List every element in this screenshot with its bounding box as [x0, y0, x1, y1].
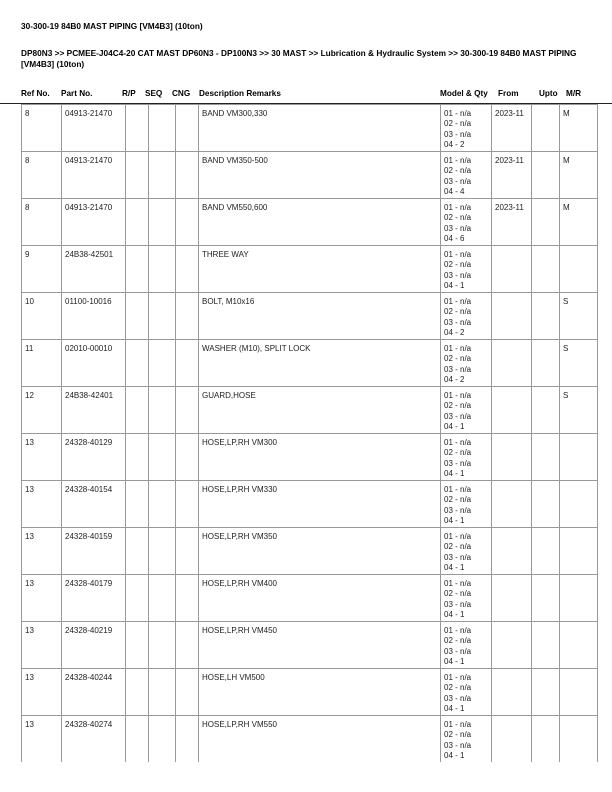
cell-rp [126, 387, 149, 434]
cell-part: 24328-40179 [62, 575, 126, 622]
table-row [22, 105, 598, 152]
cell-upto [532, 105, 560, 152]
table-row [22, 622, 598, 669]
cell-mr: S [560, 293, 598, 340]
col-model: Model & Qty [440, 89, 488, 98]
cell-cng [176, 199, 199, 246]
col-part: Part No. [61, 89, 93, 98]
cell-part: 04913-21470 [62, 152, 126, 199]
cell-ref: 10 [22, 293, 62, 340]
table-row [22, 152, 598, 199]
cell-ref: 8 [22, 105, 62, 152]
cell-seq [149, 199, 176, 246]
cell-rp [126, 246, 149, 293]
cell-ref: 13 [22, 622, 62, 669]
cell-mr [560, 481, 598, 528]
cell-cng [176, 387, 199, 434]
cell-mr: M [560, 152, 598, 199]
cell-mr [560, 622, 598, 669]
cell-part: 24B38-42501 [62, 246, 126, 293]
cell-part: 24328-40244 [62, 669, 126, 716]
cell-upto [532, 293, 560, 340]
cell-rp [126, 716, 149, 763]
cell-model: 01 - n/a 02 - n/a 03 - n/a 04 - 4 [441, 152, 492, 199]
cell-cng [176, 622, 199, 669]
cell-model: 01 - n/a 02 - n/a 03 - n/a 04 - 2 [441, 340, 492, 387]
cell-ref: 8 [22, 152, 62, 199]
cell-from [492, 293, 532, 340]
cell-part: 24328-40159 [62, 528, 126, 575]
cell-upto [532, 716, 560, 763]
col-upto: Upto [539, 89, 558, 98]
cell-mr [560, 669, 598, 716]
col-seq: SEQ [145, 89, 163, 98]
cell-seq [149, 152, 176, 199]
cell-seq [149, 716, 176, 763]
cell-model: 01 - n/a 02 - n/a 03 - n/a 04 - 1 [441, 481, 492, 528]
cell-cng [176, 528, 199, 575]
cell-upto [532, 575, 560, 622]
cell-part: 02010-00010 [62, 340, 126, 387]
cell-seq [149, 575, 176, 622]
cell-from: 2023-11 [492, 199, 532, 246]
cell-rp [126, 340, 149, 387]
cell-part: 24328-40274 [62, 716, 126, 763]
cell-model: 01 - n/a 02 - n/a 03 - n/a 04 - 1 [441, 387, 492, 434]
table-row [22, 669, 598, 716]
cell-seq [149, 105, 176, 152]
cell-upto [532, 246, 560, 293]
cell-seq [149, 387, 176, 434]
cell-rp [126, 669, 149, 716]
cell-seq [149, 434, 176, 481]
cell-ref: 8 [22, 199, 62, 246]
cell-model: 01 - n/a 02 - n/a 03 - n/a 04 - 1 [441, 528, 492, 575]
cell-upto [532, 669, 560, 716]
table-row [22, 716, 598, 763]
cell-ref: 13 [22, 669, 62, 716]
col-cng: CNG [172, 89, 191, 98]
col-from: From [498, 89, 519, 98]
col-ref: Ref No. [21, 89, 50, 98]
cell-ref: 13 [22, 481, 62, 528]
cell-from [492, 481, 532, 528]
table-row [22, 199, 598, 246]
cell-model: 01 - n/a 02 - n/a 03 - n/a 04 - 2 [441, 105, 492, 152]
table-row [22, 575, 598, 622]
col-mr: M/R [566, 89, 582, 98]
cell-desc: GUARD,HOSE [199, 387, 441, 434]
cell-mr [560, 716, 598, 763]
page-title: 30-300-19 84B0 MAST PIPING [VM4B3] (10ton) [21, 21, 203, 31]
cell-rp [126, 105, 149, 152]
cell-cng [176, 481, 199, 528]
cell-mr: M [560, 199, 598, 246]
cell-part: 24328-40129 [62, 434, 126, 481]
cell-desc: BAND VM300,330 [199, 105, 441, 152]
cell-seq [149, 622, 176, 669]
cell-mr [560, 246, 598, 293]
cell-rp [126, 293, 149, 340]
cell-from [492, 575, 532, 622]
cell-desc: HOSE,LP,RH VM330 [199, 481, 441, 528]
cell-part: 01100-10016 [62, 293, 126, 340]
cell-mr [560, 434, 598, 481]
cell-part: 24B38-42401 [62, 387, 126, 434]
cell-upto [532, 434, 560, 481]
cell-from [492, 246, 532, 293]
cell-from [492, 669, 532, 716]
cell-seq [149, 528, 176, 575]
cell-mr: S [560, 387, 598, 434]
cell-seq [149, 293, 176, 340]
cell-desc: THREE WAY [199, 246, 441, 293]
cell-mr: M [560, 105, 598, 152]
cell-from: 2023-11 [492, 152, 532, 199]
cell-desc: BAND VM550,600 [199, 199, 441, 246]
cell-desc: HOSE,LH VM500 [199, 669, 441, 716]
cell-model: 01 - n/a 02 - n/a 03 - n/a 04 - 2 [441, 293, 492, 340]
cell-from [492, 340, 532, 387]
cell-upto [532, 340, 560, 387]
cell-cng [176, 434, 199, 481]
cell-ref: 11 [22, 340, 62, 387]
cell-cng [176, 293, 199, 340]
cell-rp [126, 575, 149, 622]
cell-mr [560, 575, 598, 622]
cell-cng [176, 246, 199, 293]
cell-cng [176, 716, 199, 763]
cell-seq [149, 669, 176, 716]
cell-mr [560, 528, 598, 575]
cell-cng [176, 340, 199, 387]
table-row [22, 481, 598, 528]
cell-seq [149, 481, 176, 528]
cell-model: 01 - n/a 02 - n/a 03 - n/a 04 - 6 [441, 199, 492, 246]
cell-from [492, 622, 532, 669]
cell-desc: HOSE,LP,RH VM400 [199, 575, 441, 622]
cell-model: 01 - n/a 02 - n/a 03 - n/a 04 - 1 [441, 669, 492, 716]
cell-part: 24328-40154 [62, 481, 126, 528]
cell-upto [532, 199, 560, 246]
cell-from [492, 528, 532, 575]
cell-upto [532, 622, 560, 669]
table-row [22, 246, 598, 293]
cell-ref: 13 [22, 716, 62, 763]
cell-rp [126, 434, 149, 481]
cell-cng [176, 105, 199, 152]
cell-model: 01 - n/a 02 - n/a 03 - n/a 04 - 1 [441, 622, 492, 669]
breadcrumb: DP80N3 >> PCMEE-J04C4-20 CAT MAST DP60N3 - DP100N3 >> 30 MAST >> Lubrication & Hydraulic System >> 30-300-19 84B0 MAST PIPING [VM4B3] (10ton) [21, 48, 577, 69]
cell-rp [126, 528, 149, 575]
cell-desc: BOLT, M10x16 [199, 293, 441, 340]
table-row [22, 434, 598, 481]
cell-upto [532, 152, 560, 199]
table-row [22, 293, 598, 340]
cell-desc: BAND VM350-500 [199, 152, 441, 199]
cell-from [492, 387, 532, 434]
cell-rp [126, 199, 149, 246]
cell-mr: S [560, 340, 598, 387]
cell-rp [126, 152, 149, 199]
cell-from: 2023-11 [492, 105, 532, 152]
cell-cng [176, 669, 199, 716]
parts-table [21, 104, 598, 762]
cell-ref: 13 [22, 575, 62, 622]
cell-from [492, 716, 532, 763]
col-desc: Description Remarks [199, 89, 281, 98]
cell-ref: 13 [22, 434, 62, 481]
cell-desc: HOSE,LP,RH VM550 [199, 716, 441, 763]
col-rp: R/P [122, 89, 136, 98]
cell-cng [176, 575, 199, 622]
cell-rp [126, 622, 149, 669]
cell-model: 01 - n/a 02 - n/a 03 - n/a 04 - 1 [441, 716, 492, 763]
cell-ref: 9 [22, 246, 62, 293]
table-row [22, 387, 598, 434]
cell-ref: 12 [22, 387, 62, 434]
cell-upto [532, 481, 560, 528]
cell-desc: HOSE,LP,RH VM300 [199, 434, 441, 481]
table-header [0, 87, 612, 104]
cell-model: 01 - n/a 02 - n/a 03 - n/a 04 - 1 [441, 575, 492, 622]
cell-model: 01 - n/a 02 - n/a 03 - n/a 04 - 1 [441, 434, 492, 481]
cell-from [492, 434, 532, 481]
cell-upto [532, 528, 560, 575]
cell-rp [126, 481, 149, 528]
table-row [22, 528, 598, 575]
cell-part: 04913-21470 [62, 199, 126, 246]
cell-upto [532, 387, 560, 434]
cell-cng [176, 152, 199, 199]
cell-part: 24328-40219 [62, 622, 126, 669]
cell-desc: WASHER (M10), SPLIT LOCK [199, 340, 441, 387]
cell-desc: HOSE,LP,RH VM350 [199, 528, 441, 575]
cell-part: 04913-21470 [62, 105, 126, 152]
cell-ref: 13 [22, 528, 62, 575]
table-row [22, 340, 598, 387]
cell-seq [149, 246, 176, 293]
cell-model: 01 - n/a 02 - n/a 03 - n/a 04 - 1 [441, 246, 492, 293]
cell-desc: HOSE,LP,RH VM450 [199, 622, 441, 669]
cell-seq [149, 340, 176, 387]
